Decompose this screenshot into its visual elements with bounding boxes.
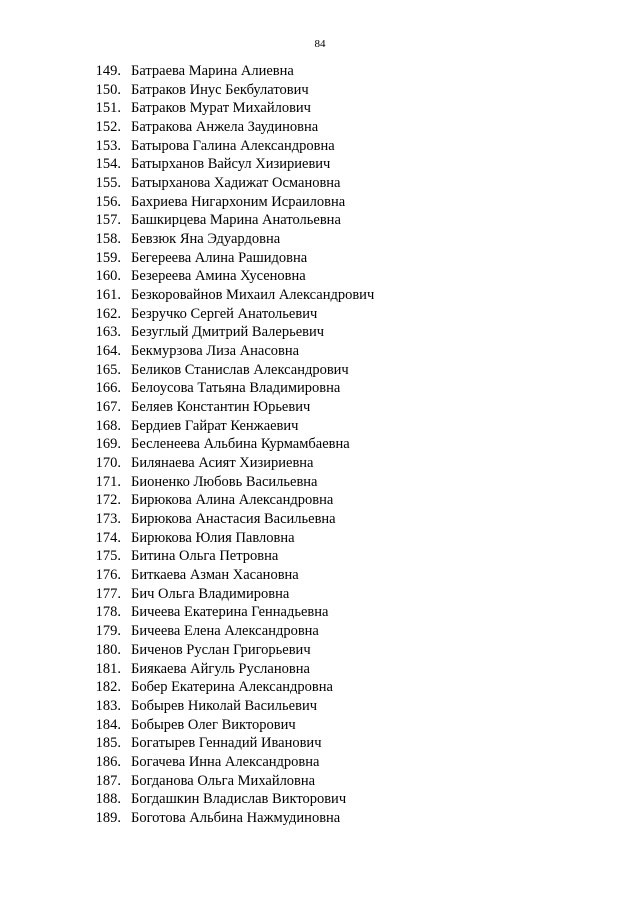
entry-number: 169. [95,436,121,453]
list-item [0,585,640,604]
entry-name: Бионенко Любовь Васильевна [131,473,318,490]
list-item [0,641,640,660]
entry-number: 163. [95,324,121,341]
list-item [0,81,640,100]
entry-name: Билянаева Асият Хизириевна [131,455,314,472]
entry-number: 187. [95,772,121,789]
entry-number: 153. [95,137,121,154]
list-item [0,249,640,268]
entry-name: Битина Ольга Петровна [131,548,279,565]
list-item [0,342,640,361]
entry-number: 176. [95,567,121,584]
entry-name: Батраева Марина Алиевна [131,63,294,79]
entry-name: Бахриева Нигархоним Исраиловна [131,193,346,210]
entry-number: 177. [95,585,121,602]
entry-name: Безкоровайнов Михаил Александрович [131,287,375,304]
entry-number: 155. [95,175,121,192]
list-item [0,323,640,342]
entry-number: 183. [95,697,121,714]
entry-number: 149. [95,63,121,79]
list-item [0,510,640,529]
entry-name: Бирюкова Анастасия Васильевна [131,511,336,528]
entry-name: Бесленеева Альбина Курмамбаевна [131,436,350,453]
list-item [0,678,640,697]
entry-name: Безуглый Дмитрий Валерьевич [131,324,325,341]
entry-name: Беликов Станислав Александрович [131,361,349,378]
list-item [0,230,640,249]
entry-number: 186. [95,753,121,770]
entry-name: Бобырев Николай Васильевич [131,697,317,714]
entry-name: Беляев Константин Юрьевич [131,399,311,416]
list-item [0,772,640,791]
entry-number: 154. [95,156,121,173]
entry-number: 185. [95,735,121,752]
list-item [0,435,640,454]
name-list [0,62,640,828]
list-item [0,267,640,286]
entry-name: Батырханова Хадижат Османовна [131,175,341,192]
entry-number: 152. [95,119,121,136]
list-item [0,379,640,398]
entry-name: Богачева Инна Александровна [131,753,320,770]
entry-number: 151. [95,100,121,117]
entry-number: 160. [95,268,121,285]
list-item [0,193,640,212]
entry-name: Бобер Екатерина Александровна [131,679,333,696]
list-item [0,62,640,81]
entry-name: Батраков Инус Бекбулатович [131,81,309,98]
entry-number: 166. [95,380,121,397]
list-item [0,734,640,753]
entry-number: 173. [95,511,121,528]
entry-name: Биченов Руслан Григорьевич [131,641,311,658]
entry-name: Бекмурзова Лиза Анасовна [131,343,300,360]
entry-name: Батраков Мурат Михайлович [131,100,311,117]
list-item [0,547,640,566]
entry-number: 161. [95,287,121,304]
list-item [0,660,640,679]
entry-name: Башкирцева Марина Анатольевна [131,212,341,229]
list-item [0,716,640,735]
entry-name: Бевзюк Яна Эдуардовна [131,231,281,248]
list-item [0,211,640,230]
entry-number: 180. [95,641,121,658]
entry-number: 174. [95,529,121,546]
list-item [0,174,640,193]
list-item [0,566,640,585]
entry-name: Белоусова Татьяна Владимировна [131,380,341,397]
list-item [0,305,640,324]
list-item [0,155,640,174]
entry-name: Бегереева Алина Рашидовна [131,249,308,266]
list-item [0,137,640,156]
entry-number: 175. [95,548,121,565]
entry-number: 167. [95,399,121,416]
entry-number: 184. [95,716,121,733]
list-item [0,491,640,510]
entry-name: Биякаева Айгуль Руслановна [131,660,310,677]
list-item [0,622,640,641]
entry-number: 162. [95,305,121,322]
entry-number: 172. [95,492,121,509]
entry-number: 164. [95,343,121,360]
page-number: 84 [314,38,326,50]
entry-number: 181. [95,660,121,677]
entry-name: Батракова Анжела Заудиновна [131,119,319,136]
entry-name: Бичеева Елена Александровна [131,623,319,640]
list-item [0,809,640,828]
entry-name: Боготова Альбина Нажмудиновна [131,809,341,826]
entry-name: Бирюкова Юлия Павловна [131,529,295,546]
entry-name: Бердиев Гайрат Кенжаевич [131,417,299,434]
entry-name: Безручко Сергей Анатольевич [131,305,318,322]
entry-name: Бичеева Екатерина Геннадьевна [131,604,329,621]
list-item [0,790,640,809]
list-item [0,454,640,473]
entry-name: Богатырев Геннадий Иванович [131,735,322,752]
list-item [0,603,640,622]
entry-name: Биткаева Азман Хасановна [131,567,299,584]
entry-number: 178. [95,604,121,621]
entry-name: Бирюкова Алина Александровна [131,492,334,509]
entry-name: Богдашкин Владислав Викторович [131,791,347,808]
list-item [0,417,640,436]
entry-name: Батырова Галина Александровна [131,137,335,154]
entry-number: 157. [95,212,121,229]
entry-name: Богданова Ольга Михайловна [131,772,316,789]
entry-number: 182. [95,679,121,696]
entry-number: 156. [95,193,121,210]
entry-number: 170. [95,455,121,472]
list-item [0,361,640,380]
entry-name: Бич Ольга Владимировна [131,585,290,602]
entry-number: 179. [95,623,121,640]
entry-number: 150. [95,81,121,98]
list-item [0,118,640,137]
entry-name: Бобырев Олег Викторович [131,716,296,733]
entry-name: Батырханов Вайсул Хизириевич [131,156,331,173]
entry-number: 189. [95,809,121,826]
entry-number: 188. [95,791,121,808]
list-item [0,286,640,305]
list-item [0,473,640,492]
list-item [0,697,640,716]
entry-number: 158. [95,231,121,248]
list-item [0,753,640,772]
entry-name: Безереева Амина Хусеновна [131,268,306,285]
entry-number: 171. [95,473,121,490]
list-item [0,99,640,118]
list-item [0,398,640,417]
list-item [0,529,640,548]
entry-number: 165. [95,361,121,378]
entry-number: 168. [95,417,121,434]
entry-number: 159. [95,249,121,266]
